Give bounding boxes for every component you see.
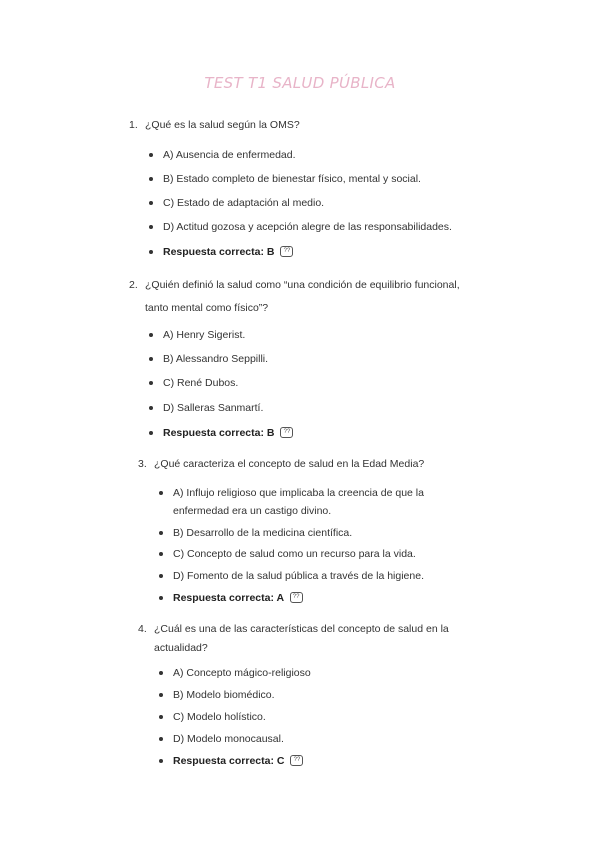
option-d: D) Modelo monocausal. <box>173 730 284 748</box>
question-text-line-2: tanto mental como físico”? <box>145 302 269 314</box>
option-b: B) Alessandro Seppilli. <box>163 350 268 368</box>
correct-answer <box>173 752 303 770</box>
option-c: C) Concepto de salud como un recurso para la vida. <box>173 545 416 563</box>
question-number: 4. <box>138 623 147 635</box>
question-4 <box>138 620 449 658</box>
option-d: D) Actitud gozosa y acepción alegre de las responsabilidades. <box>163 218 452 236</box>
question-3 <box>138 455 425 474</box>
document-title: TEST T1 SALUD PÚBLICA <box>204 74 396 92</box>
question-text: ¿Qué es la salud según la OMS? <box>145 119 300 131</box>
question-number: 3. <box>138 458 147 470</box>
answer-label: Respuesta correcta: <box>173 755 274 767</box>
option-b: B) Modelo biomédico. <box>173 686 275 704</box>
answer-value: C <box>276 755 285 767</box>
option-a: A) Influjo religioso que implicaba la creencia de que la <box>173 484 424 502</box>
reference-badge-icon: ?? <box>290 755 303 766</box>
answer-value: B <box>266 427 275 439</box>
option-d: D) Fomento de la salud pública a través de la higiene. <box>173 567 424 585</box>
correct-answer <box>163 424 293 442</box>
question-number: 2. <box>129 279 138 291</box>
question-number: 1. <box>129 119 138 131</box>
option-a: A) Concepto mágico-religioso <box>173 664 311 682</box>
question-text-line-2: actualidad? <box>154 642 208 654</box>
answer-value: A <box>276 592 284 604</box>
reference-badge-icon: ?? <box>290 592 303 603</box>
question-1 <box>129 116 300 135</box>
question-text-line-1: ¿Cuál es una de las características del concepto de salud en la <box>154 623 449 635</box>
option-a: A) Ausencia de enfermedad. <box>163 146 296 164</box>
option-b: B) Desarrollo de la medicina científica. <box>173 524 352 542</box>
answer-label: Respuesta correcta: <box>163 246 264 258</box>
correct-answer <box>163 243 293 261</box>
option-d: D) Salleras Sanmartí. <box>163 399 263 417</box>
reference-badge-icon: ?? <box>280 427 293 438</box>
option-c: C) René Dubos. <box>163 374 238 392</box>
option-c: C) Modelo holístico. <box>173 708 266 726</box>
reference-badge-icon: ?? <box>280 246 293 257</box>
question-text-line-1: ¿Quién definió la salud como “una condición de equilibrio funcional, <box>145 279 460 291</box>
option-a-continuation: enfermedad era un castigo divino. <box>173 505 332 517</box>
option-b: B) Estado completo de bienestar físico, mental y social. <box>163 170 421 188</box>
answer-label: Respuesta correcta: <box>173 592 274 604</box>
question-text: ¿Qué caracteriza el concepto de salud en la Edad Media? <box>154 458 425 470</box>
answer-value: B <box>266 246 275 258</box>
answer-label: Respuesta correcta: <box>163 427 264 439</box>
option-a: A) Henry Sigerist. <box>163 326 245 344</box>
option-c: C) Estado de adaptación al medio. <box>163 194 324 212</box>
correct-answer <box>173 589 303 607</box>
question-2 <box>129 276 460 318</box>
